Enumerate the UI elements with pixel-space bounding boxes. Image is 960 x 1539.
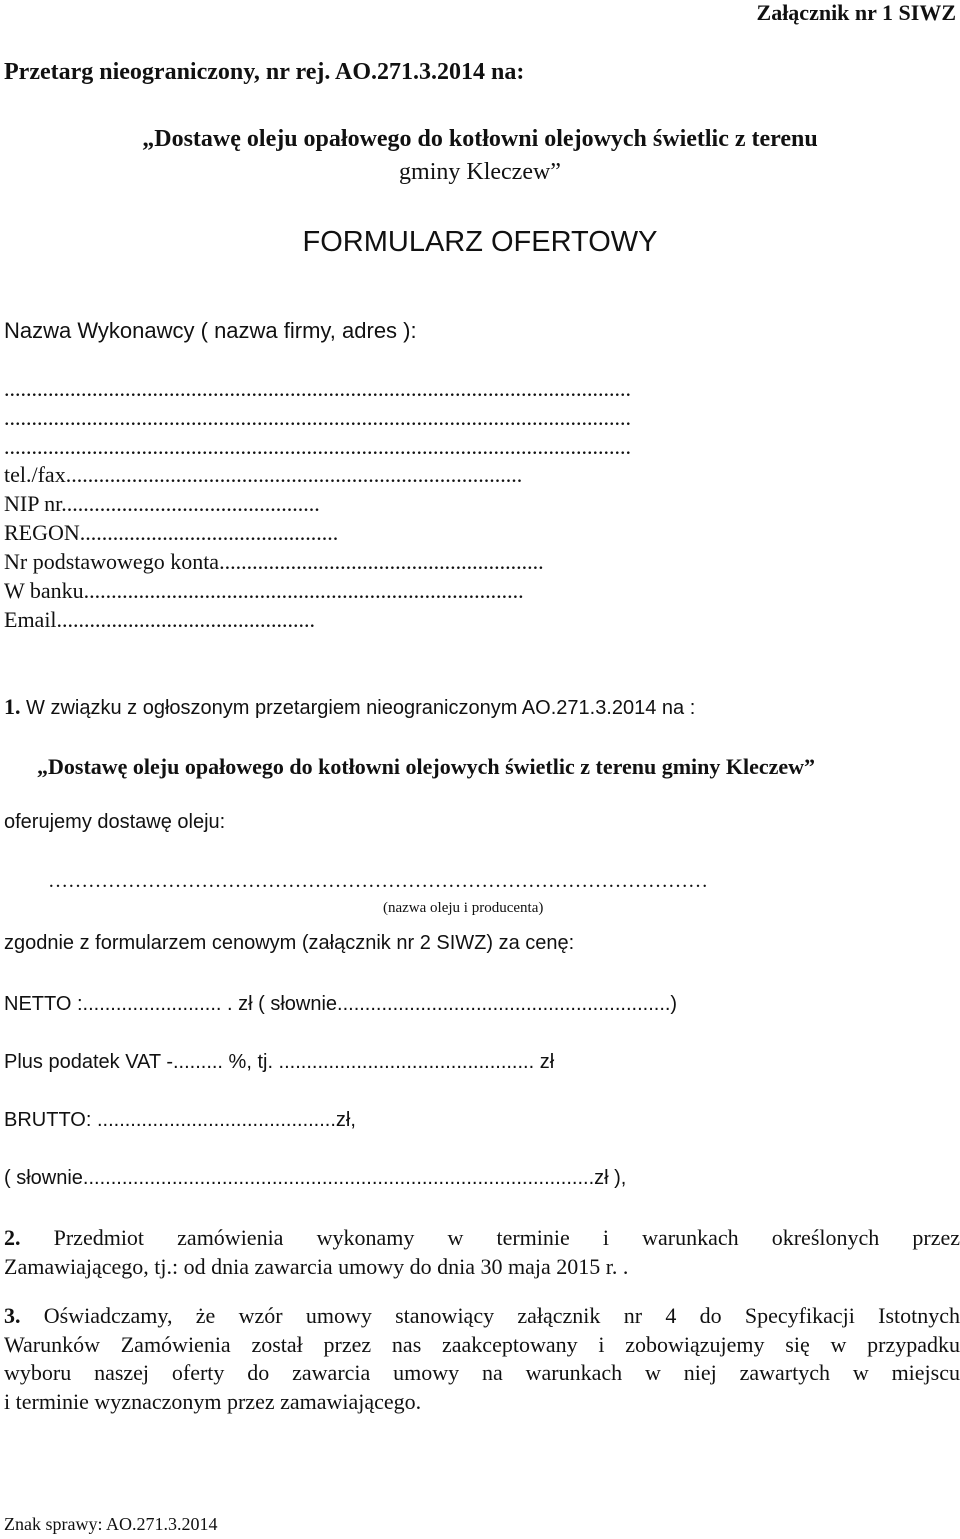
bank-account-label: Nr podstawowego konta (4, 549, 220, 574)
bank-account-dots: ........................................................... (219, 549, 544, 574)
nip-dots: ............................................... (61, 491, 320, 516)
bank-name-dots: ................................................................................ (83, 578, 524, 603)
bank-name-field (4, 578, 524, 604)
section1-intro-text: W związku z ogłoszonym przetargiem nieograniczonym AO.271.3.2014 na : (20, 697, 696, 719)
section2-line1-text: Przedmiot zamówienia wykonamy w terminie i warunkach określonych przez (20, 1225, 960, 1250)
section2-line1 (4, 1225, 960, 1251)
tel-fax-label: tel./fax (4, 462, 66, 487)
form-title: FORMULARZ OFERTOWY (302, 226, 658, 258)
tel-fax-field (4, 462, 522, 488)
tender-reference: Przetarg nieograniczony, nr rej. AO.271.3.2014 na: (4, 59, 525, 85)
bank-account-field (4, 549, 544, 575)
section1-offer-text: oferujemy dostawę oleju: (4, 811, 226, 833)
section3-line1-text: Oświadczamy, że wzór umowy stanowiący załącznik nr 4 do Specyfikacji Istotnych (20, 1303, 960, 1328)
email-label: Email (4, 607, 57, 632)
netto-price-line: NETTO :......................... . zł ( słownie............................................................) (4, 993, 678, 1015)
nip-field (4, 491, 320, 517)
contractor-blank-line: .................................................................................................................. (4, 376, 631, 401)
nip-label: NIP nr (4, 491, 62, 516)
section3-line4: i terminie wyznaczonym przez zamawiającego. (4, 1389, 422, 1414)
section3-line2: Warunków Zamówienia został przez nas zaakceptowany i zobowiązujemy się w przypadku (4, 1332, 960, 1357)
oil-name-line: ……………………………………………………………………………………… (48, 870, 708, 892)
regon-field (4, 520, 338, 546)
brutto-words-line: ( słownie............................................................................................zł ), (4, 1167, 627, 1189)
section3-number: 3. (4, 1303, 21, 1328)
contractor-blank-line: .................................................................................................................. (4, 434, 631, 459)
document-title-line1: „Dostawę oleju opałowego do kotłowni olejowych świetlic z terenu (142, 126, 818, 152)
section1-intro (4, 694, 695, 720)
section3-line1 (4, 1303, 960, 1329)
bank-name-label: W banku (4, 578, 84, 603)
brutto-price-line: BRUTTO: ...........................................zł, (4, 1109, 356, 1131)
email-dots: ............................................... (56, 607, 316, 632)
vat-line: Plus podatek VAT -......... %, tj. .............................................. zł (4, 1051, 555, 1073)
regon-label: REGON (4, 520, 80, 545)
case-number: Znak sprawy: AO.271.3.2014 (4, 1514, 218, 1534)
section1-subject: „Dostawę oleju opałowego do kotłowni olejowych świetlic z terenu gminy Kleczew” (37, 754, 816, 779)
email-field (4, 607, 315, 633)
attachment-label: Załącznik nr 1 SIWZ (756, 0, 956, 25)
price-form-text: zgodnie z formularzem cenowym (załącznik nr 2 SIWZ) za cenę: (4, 932, 575, 954)
section2-line2: Zamawiającego, tj.: od dnia zawarcia umowy do dnia 30 maja 2015 r. . (4, 1254, 629, 1279)
contractor-name-label: Nazwa Wykonawcy ( nazwa firmy, adres ): (4, 318, 417, 343)
oil-name-caption: (nazwa oleju i producenta) (383, 900, 544, 916)
section3-line3: wyboru naszej oferty do zawarcia umowy na warunkach w niej zawartych w miejscu (4, 1360, 960, 1385)
section1-number: 1. (4, 694, 21, 719)
tel-fax-dots: ................................................................................... (65, 462, 523, 487)
section2-number: 2. (4, 1225, 21, 1250)
document-title-line2: gminy Kleczew” (399, 159, 561, 185)
contractor-blank-line: .................................................................................................................. (4, 405, 631, 430)
regon-dots: ............................................... (79, 520, 339, 545)
